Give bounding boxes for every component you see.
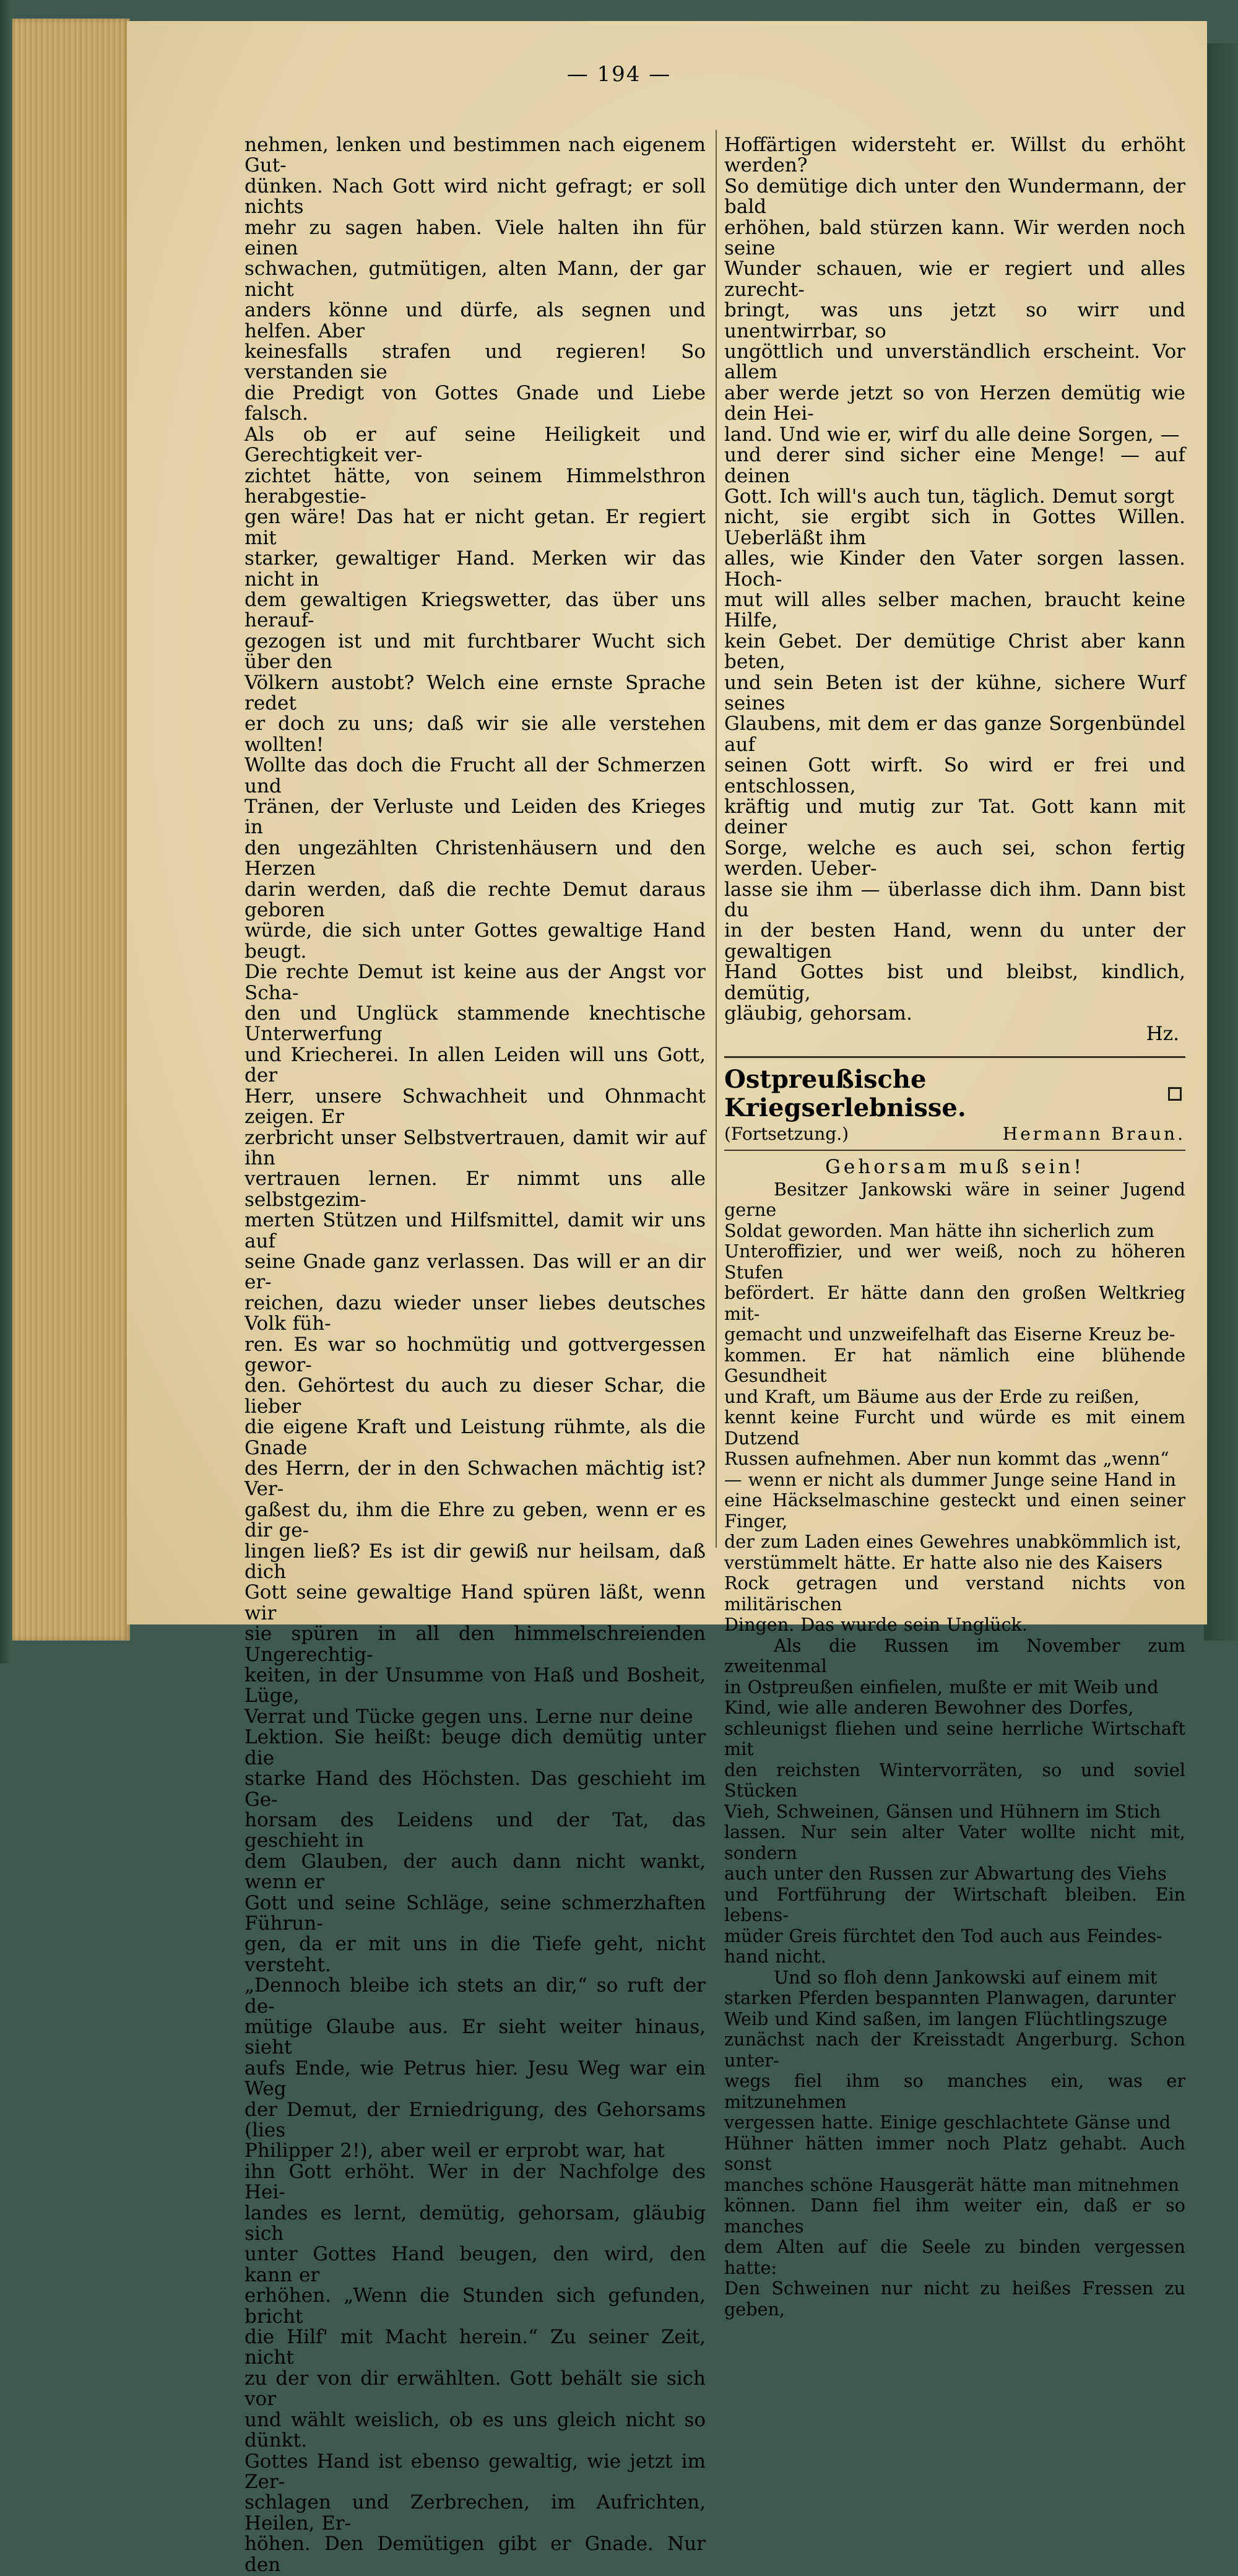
text-line: unter Gottes Hand beugen, den wird, den kann er	[245, 2243, 706, 2286]
text-line: gemacht und unzweifelhaft das Eiserne Kreuz be-	[724, 1324, 1175, 1345]
book-cover-edge	[0, 0, 12, 1663]
text-line: alles, wie Kinder den Vater sorgen lassen. Hoch-	[724, 547, 1185, 591]
text-line: ungöttlich und unverständlich erscheint. Vor allem	[724, 340, 1185, 384]
text-line: der Demut, der Erniedrigung, des Gehorsams (lies	[245, 2098, 706, 2141]
text-line: Hand Gottes bist und bleibst, kindlich, demütig,	[724, 961, 1185, 1004]
text-line: Lektion. Sie heißt: beuge dich demütig unter die	[245, 1726, 706, 1769]
text-line: Als die Russen im November zum zweitenmal	[724, 1634, 1185, 1677]
text-line: vertrauen lernen. Er nimmt uns alle selbstgezim-	[245, 1168, 706, 1211]
text-line: wegs fiel ihm so manches ein, was er mitzunehmen	[724, 2070, 1185, 2112]
text-line: keinesfalls strafen und regieren! So verstanden sie	[245, 340, 706, 384]
story-body	[724, 1179, 1185, 2320]
byline-row	[724, 1122, 1185, 1146]
story-paragraph	[724, 1636, 1185, 1967]
text-line: aufs Ende, wie Petrus hier. Jesu Weg war ein Weg	[245, 2057, 706, 2101]
text-line: Verrat und Tücke gegen uns. Lerne nur deine	[245, 1705, 693, 1728]
text-line: schleunigst fliehen und seine herrliche Wirtschaft mit	[724, 1717, 1185, 1760]
text-line: kommen. Er hat nämlich eine blühende Gesundheit	[724, 1344, 1185, 1387]
text-line: dem Alten auf die Seele zu binden vergessen hatte:	[724, 2236, 1185, 2278]
story-subheading: Gehorsam muß sein!	[825, 1155, 1084, 1178]
right-column	[724, 135, 1185, 2320]
text-line: der zum Laden eines Gewehres unabkömmlich ist,	[724, 1531, 1182, 1553]
text-line: zu der von dir erwählten. Gott behält sie sich vor	[245, 2367, 706, 2411]
text-line: starken Pferden bespannten Planwagen, darunter	[724, 1987, 1175, 2009]
text-line: auch unter den Russen zur Abwartung des Viehs	[724, 1863, 1167, 1884]
page-number: — 194 —	[566, 62, 672, 87]
text-line: starke Hand des Höchsten. Das geschieht im Ge-	[245, 1767, 706, 1811]
text-line: horsam des Leidens und der Tat, das geschieht in	[245, 1808, 706, 1852]
text-line: dem gewaltigen Kriegswetter, das über uns herauf-	[245, 588, 706, 632]
text-line: Herr, unsere Schwachheit und Ohnmacht zeigen. Er	[245, 1085, 706, 1129]
text-line: Rock getragen und verstand nichts von militärischen	[724, 1572, 1185, 1615]
text-line: vergessen hatte. Einige geschlachtete Gänse und	[724, 2112, 1171, 2133]
continuation-note: (Fortsetzung.)	[724, 1123, 849, 1144]
text-line: manches schöne Hausgerät hätte man mitnehmen	[724, 2174, 1180, 2195]
text-line: Hoffärtigen widersteht er. Willst du erhöht werden?	[724, 134, 1185, 177]
text-line: dem Glauben, der auch dann nicht wankt, wenn er	[245, 1850, 706, 1894]
text-line: merten Stützen und Hilfsmittel, damit wir uns auf	[245, 1209, 706, 1252]
text-line: und wählt weislich, ob es uns gleich nicht so dünkt.	[245, 2408, 706, 2452]
text-line: Sorge, welche es auch sei, schon fertig werden. Ueber-	[724, 836, 1185, 880]
text-line: den und Unglück stammende knechtische Unterwerfung	[245, 1002, 706, 1046]
text-line: Weib und Kind saßen, im langen Flüchtlingszuge	[724, 2008, 1167, 2029]
text-line: können. Dann fiel ihm weiter ein, daß er so manches	[724, 2195, 1185, 2237]
text-line: eine Häckselmaschine gesteckt und einen seiner Finger,	[724, 1490, 1185, 1532]
text-line: dünken. Nach Gott wird nicht gefragt; er soll nichts	[245, 175, 706, 219]
text-line: kräftig und mutig zur Tat. Gott kann mit deiner	[724, 796, 1185, 839]
text-line: Dingen. Das wurde sein Unglück.	[724, 1614, 1028, 1636]
text-line: und derer sind sicher eine Menge! — auf deinen	[724, 444, 1185, 487]
text-line: Den Schweinen nur nicht zu heißes Fressen zu geben,	[724, 2278, 1185, 2320]
text-line: Gott und seine Schläge, seine schmerzhaften Führun-	[245, 1891, 706, 1935]
text-line: landes es lernt, demütig, gehorsam, gläubig sich	[245, 2201, 706, 2245]
text-line: ihn Gott erhöht. Wer in der Nachfolge des Hei-	[245, 2160, 706, 2204]
text-line: lingen ließ? Es ist dir gewiß nur heilsam, daß dich	[245, 1540, 706, 1584]
text-line: die Hilf' mit Macht herein.“ Zu seiner Zeit, nicht	[245, 2326, 706, 2369]
text-line: Glaubens, mit dem er das ganze Sorgenbündel auf	[724, 713, 1185, 756]
text-line: lasse sie ihm — überlasse dich ihm. Dann bist du	[724, 878, 1185, 922]
text-line: müder Greis fürchtet den Tod auch aus Feindes-	[724, 1925, 1162, 1946]
text-line: verstümmelt hätte. Er hatte also nie des Kaisers	[724, 1551, 1163, 1573]
text-line: aber werde jetzt so von Herzen demütig wie dein Hei-	[724, 381, 1185, 425]
text-line: Wollte das doch die Frucht all der Schmerzen und	[245, 754, 706, 797]
text-line: kennt keine Furcht und würde es mit einem Dutzend	[724, 1407, 1185, 1449]
text-line: lassen. Nur sein alter Vater wollte nicht mit, sondern	[724, 1821, 1185, 1863]
section-title: Ostpreußische Kriegserlebnisse.	[724, 1064, 966, 1122]
text-line: des Herrn, der in den Schwachen mächtig ist? Ver-	[245, 1457, 706, 1501]
text-line: Tränen, der Verluste und Leiden des Krieges in	[245, 796, 706, 839]
text-line: schwachen, gutmütigen, alten Mann, der gar nicht	[245, 258, 706, 301]
text-line: mut will alles selber machen, braucht keine Hilfe,	[724, 588, 1185, 632]
text-line: gaßest du, ihm die Ehre zu geben, wenn er es dir ge-	[245, 1498, 706, 1542]
text-line: kein Gebet. Der demütige Christ aber kann beten,	[724, 630, 1185, 674]
text-line: darin werden, daß die rechte Demut daraus geboren	[245, 878, 706, 922]
text-line: Als ob er auf seine Heiligkeit und Gerechtigkeit ver-	[245, 423, 706, 467]
text-line: zerbricht unser Selbstvertrauen, damit wir auf ihn	[245, 1126, 706, 1169]
text-line: Gott seine gewaltige Hand spüren läßt, wenn wir	[245, 1581, 706, 1624]
text-line: Hühner hätten immer noch Platz gehabt. Auch sonst	[724, 2132, 1185, 2175]
text-line: gläubig, gehorsam.	[724, 1002, 912, 1025]
text-line: reichen, dazu wieder unser liebes deutsches Volk füh-	[245, 1291, 706, 1335]
text-line: land. Und wie er, wirf du alle deine Sorgen, —	[724, 423, 1180, 446]
text-line: den reichsten Wintervorräten, so und soviel Stücken	[724, 1759, 1185, 1802]
left-column	[245, 135, 706, 2575]
text-line: schlagen und Zerbrechen, im Aufrichten, Heilen, Er-	[245, 2491, 706, 2535]
text-line: befördert. Er hätte dann den großen Weltkrieg mit-	[724, 1282, 1185, 1324]
text-line: So demütige dich unter den Wundermann, der bald	[724, 175, 1185, 219]
section-divider	[724, 1056, 1185, 1058]
text-line: erhöhen, bald stürzen kann. Wir werden noch seine	[724, 216, 1185, 260]
text-line: gen wäre! Das hat er nicht getan. Er regiert mit	[245, 506, 706, 549]
devotional-continuation	[724, 135, 1185, 1024]
column-divider	[716, 130, 717, 1548]
text-line: zichtet hätte, von seinem Himmelsthron herabgestie-	[245, 464, 706, 508]
text-line: die Predigt von Gottes Gnade und Liebe falsch.	[245, 381, 706, 425]
page-stack-edges	[12, 19, 130, 1641]
text-line: höhen. Den Demütigen gibt er Gnade. Nur den	[245, 2533, 706, 2576]
text-line: mütige Glaube aus. Er sieht weiter hinaus, sieht	[245, 2015, 706, 2059]
text-line: Soldat geworden. Man hätte ihn sicherlich zum	[724, 1220, 1154, 1241]
text-line: bringt, was uns jetzt so wirr und unentwirrbar, so	[724, 299, 1185, 342]
text-line: seinen Gott wirft. So wird er frei und entschlossen,	[724, 754, 1185, 797]
story-paragraph	[724, 1179, 1185, 1636]
subheading-rule	[724, 1150, 1185, 1151]
text-line: Kind, wie alle anderen Bewohner des Dorfes,	[724, 1697, 1134, 1719]
text-line: in Ostpreußen einfielen, mußte er mit Weib und	[724, 1676, 1159, 1698]
text-line: anders könne und dürfe, als segnen und helfen. Aber	[245, 299, 706, 342]
text-line: nehmen, lenken und bestimmen nach eigenem Gut-	[245, 134, 706, 177]
signature: Hz.	[1146, 1023, 1179, 1046]
text-line: Vieh, Schweinen, Gänsen und Hühnern im Stich	[724, 1800, 1161, 1822]
text-line: Gottes Hand ist ebenso gewaltig, wie jetzt im Zer-	[245, 2450, 706, 2493]
text-line: Die rechte Demut ist keine aus der Angst vor Scha-	[245, 961, 706, 1004]
text-line: gen, da er mit uns in die Tiefe geht, nicht versteht.	[245, 1933, 706, 1976]
story-paragraph	[724, 1967, 1185, 2320]
text-line: die eigene Kraft und Leistung rühmte, als die Gnade	[245, 1416, 706, 1459]
text-line: mehr zu sagen haben. Viele halten ihn für einen	[245, 216, 706, 260]
text-line: sie spüren in all den himmelschreienden Ungerechtig-	[245, 1623, 706, 1666]
text-line: und Kriecherei. In allen Leiden will uns Gott, der	[245, 1043, 706, 1087]
text-line: und Fortführung der Wirtschaft bleiben. Ein lebens-	[724, 1883, 1185, 1926]
text-line: erhöhen. „Wenn die Stunden sich gefunden, bricht	[245, 2284, 706, 2328]
text-line: gezogen ist und mit furchtbarer Wucht sich über den	[245, 630, 706, 674]
text-line: den. Gehörtest du auch zu dieser Schar, die lieber	[245, 1374, 706, 1418]
text-line: er doch zu uns; daß wir sie alle verstehen wollten!	[245, 713, 706, 756]
text-line: Und so floh denn Jankowski auf einem mit	[774, 1966, 1158, 1988]
text-line: Russen aufnehmen. Aber nun kommt das „wenn“	[724, 1448, 1169, 1470]
text-line: Wunder schauen, wie er regiert und alles zurecht-	[724, 258, 1185, 301]
text-line: starker, gewaltiger Hand. Merken wir das nicht in	[245, 547, 706, 591]
section-heading	[724, 1065, 1185, 1122]
book-right-edge	[1204, 43, 1238, 1641]
text-line: und sein Beten ist der kühne, sichere Wurf seines	[724, 671, 1185, 714]
text-line: keiten, in der Unsumme von Haß und Bosheit, Lüge,	[245, 1664, 706, 1707]
text-line: zunächst nach der Kreisstadt Angerburg. Schon unter-	[724, 2029, 1185, 2071]
text-line: hand nicht.	[724, 1946, 826, 1967]
text-line: ren. Es war so hochmütig und gottvergessen gewor-	[245, 1333, 706, 1376]
text-line: „Dennoch bleibe ich stets an dir,“ so ruft der de-	[245, 1974, 706, 2018]
text-line: in der besten Hand, wenn du unter der gewaltigen	[724, 919, 1185, 963]
text-line: Völkern austobt? Welch eine ernste Sprache redet	[245, 671, 706, 714]
text-line: Philipper 2!), aber weil er erprobt war, hat	[245, 2140, 665, 2162]
text-line: Besitzer Jankowski wäre in seiner Jugend gerne	[724, 1178, 1185, 1221]
text-line: Gott. Ich will's auch tun, täglich. Demut sorgt	[724, 485, 1174, 508]
text-line: und Kraft, um Bäume aus der Erde zu reißen,	[724, 1386, 1140, 1407]
text-line: würde, die sich unter Gottes gewaltige Hand beugt.	[245, 919, 706, 963]
square-ornament-icon	[1168, 1087, 1182, 1101]
text-line: nicht, sie ergibt sich in Gottes Willen. Ueberläßt ihm	[724, 506, 1185, 549]
author-name: Hermann Braun.	[1002, 1123, 1185, 1144]
text-line: — wenn er nicht als dummer Junge seine Hand in	[724, 1468, 1176, 1490]
text-line: den ungezählten Christenhäusern und den Herzen	[245, 836, 706, 880]
text-line: Unteroffizier, und wer weiß, noch zu höheren Stufen	[724, 1241, 1185, 1283]
text-line: seine Gnade ganz verlassen. Das will er an dir er-	[245, 1250, 706, 1294]
